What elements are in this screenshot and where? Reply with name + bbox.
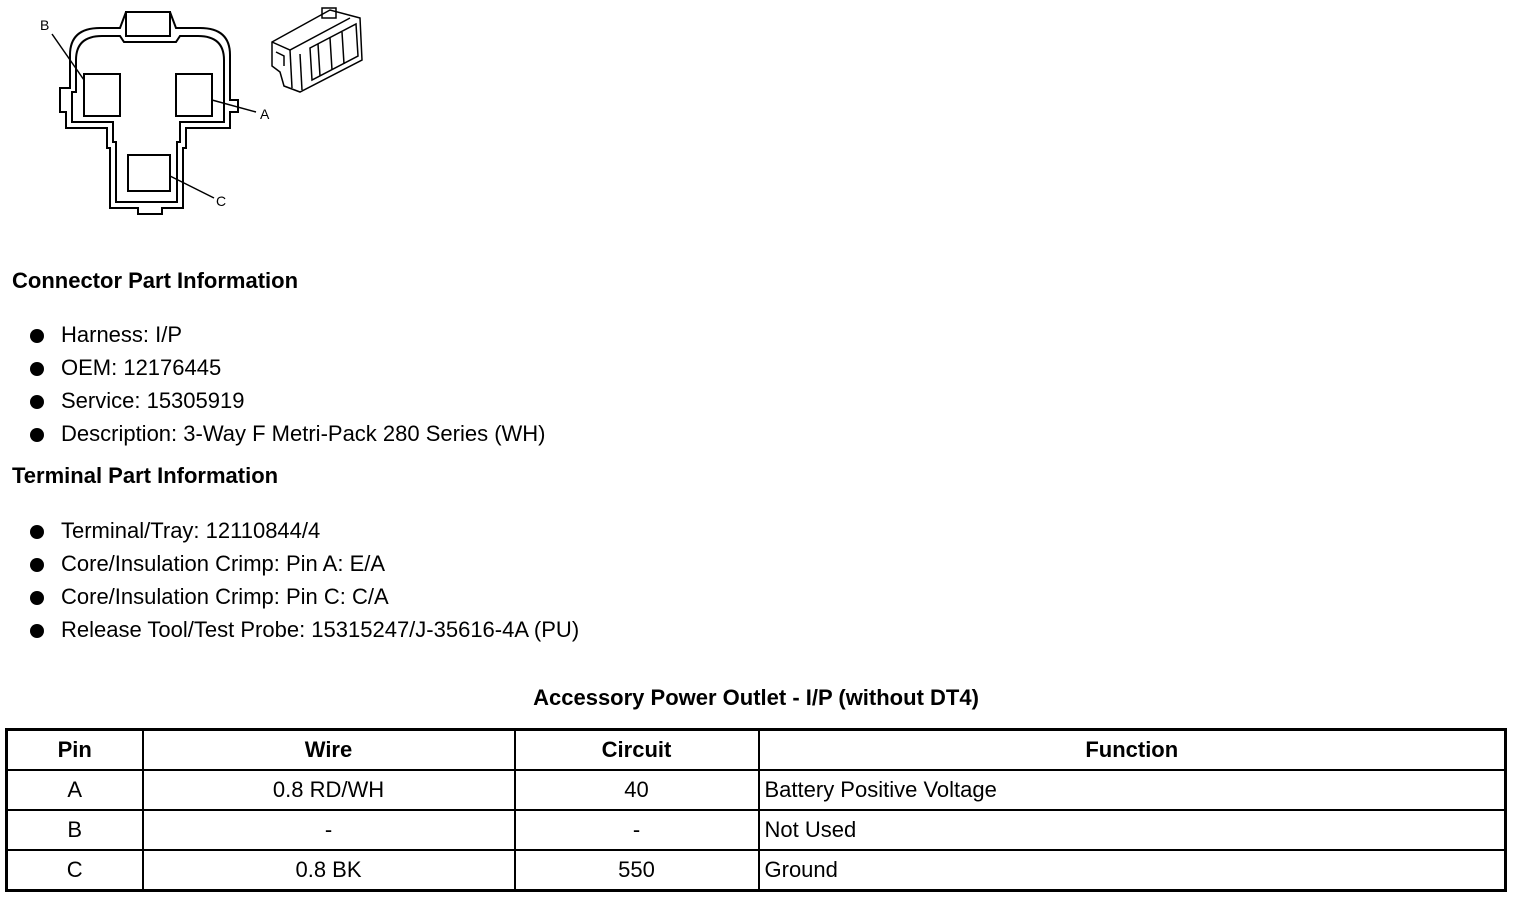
list-item [28, 388, 546, 421]
callout-label-b: B [40, 17, 50, 33]
callout-label-a: A [260, 106, 270, 122]
callout-line-b [52, 34, 84, 80]
cell-circuit: - [515, 810, 759, 850]
cell-pin: A [7, 770, 143, 810]
cavity-c [128, 155, 170, 191]
terminal-part-info-list [28, 518, 579, 650]
cell-pin: B [7, 810, 143, 850]
list-item-text: Service: 15305919 [61, 388, 245, 413]
list-item-text: Core/Insulation Crimp: Pin C: C/A [61, 584, 389, 609]
cavity-a [176, 74, 212, 116]
connector-housing-inner [72, 36, 224, 202]
table-header-row [7, 730, 1506, 771]
list-item-text: Core/Insulation Crimp: Pin A: E/A [61, 551, 386, 576]
callout-label-c: C [216, 193, 227, 209]
column-header-wire: Wire [143, 730, 515, 771]
callout-line-a [212, 100, 256, 112]
list-item [28, 518, 579, 551]
bullet-icon [30, 329, 44, 343]
list-item [28, 551, 579, 584]
cell-function: Not Used [759, 810, 1506, 850]
connector-latch [126, 12, 170, 36]
connector-3d-sketch [272, 8, 362, 92]
cell-function: Ground [759, 850, 1506, 891]
list-item-text: Harness: I/P [61, 322, 183, 347]
connector-part-info-list [28, 322, 546, 454]
pin-table-title: Accessory Power Outlet - I/P (without DT4) [533, 685, 979, 710]
list-item [28, 421, 546, 454]
pin-table [5, 728, 1507, 892]
list-item [28, 617, 579, 650]
cell-wire: 0.8 RD/WH [143, 770, 515, 810]
connector-part-info-heading: Connector Part Information [12, 268, 299, 293]
terminal-part-info-heading: Terminal Part Information [12, 463, 279, 488]
cell-circuit: 40 [515, 770, 759, 810]
column-header-pin: Pin [7, 730, 143, 771]
bullet-icon [30, 428, 44, 442]
list-item-text: OEM: 12176445 [61, 355, 222, 380]
list-item-text: Description: 3-Way F Metri-Pack 280 Series (WH) [61, 421, 546, 446]
bullet-icon [30, 624, 44, 638]
list-item-text: Terminal/Tray: 12110844/4 [61, 518, 321, 543]
connector-diagram [0, 0, 400, 230]
bullet-icon [30, 591, 44, 605]
column-header-circuit: Circuit [515, 730, 759, 771]
cell-wire: 0.8 BK [143, 850, 515, 891]
cell-circuit: 550 [515, 850, 759, 891]
bullet-icon [30, 525, 44, 539]
table-row [7, 810, 1506, 850]
list-item [28, 322, 546, 355]
list-item [28, 355, 546, 388]
table-row [7, 850, 1506, 891]
bullet-icon [30, 395, 44, 409]
list-item-text: Release Tool/Test Probe: 15315247/J-35616-4A (PU) [61, 617, 580, 642]
cell-wire: - [143, 810, 515, 850]
bullet-icon [30, 558, 44, 572]
table-row [7, 770, 1506, 810]
column-header-function: Function [759, 730, 1506, 771]
cell-function: Battery Positive Voltage [759, 770, 1506, 810]
cell-pin: C [7, 850, 143, 891]
list-item [28, 584, 579, 617]
bullet-icon [30, 362, 44, 376]
cavity-b [84, 74, 120, 116]
